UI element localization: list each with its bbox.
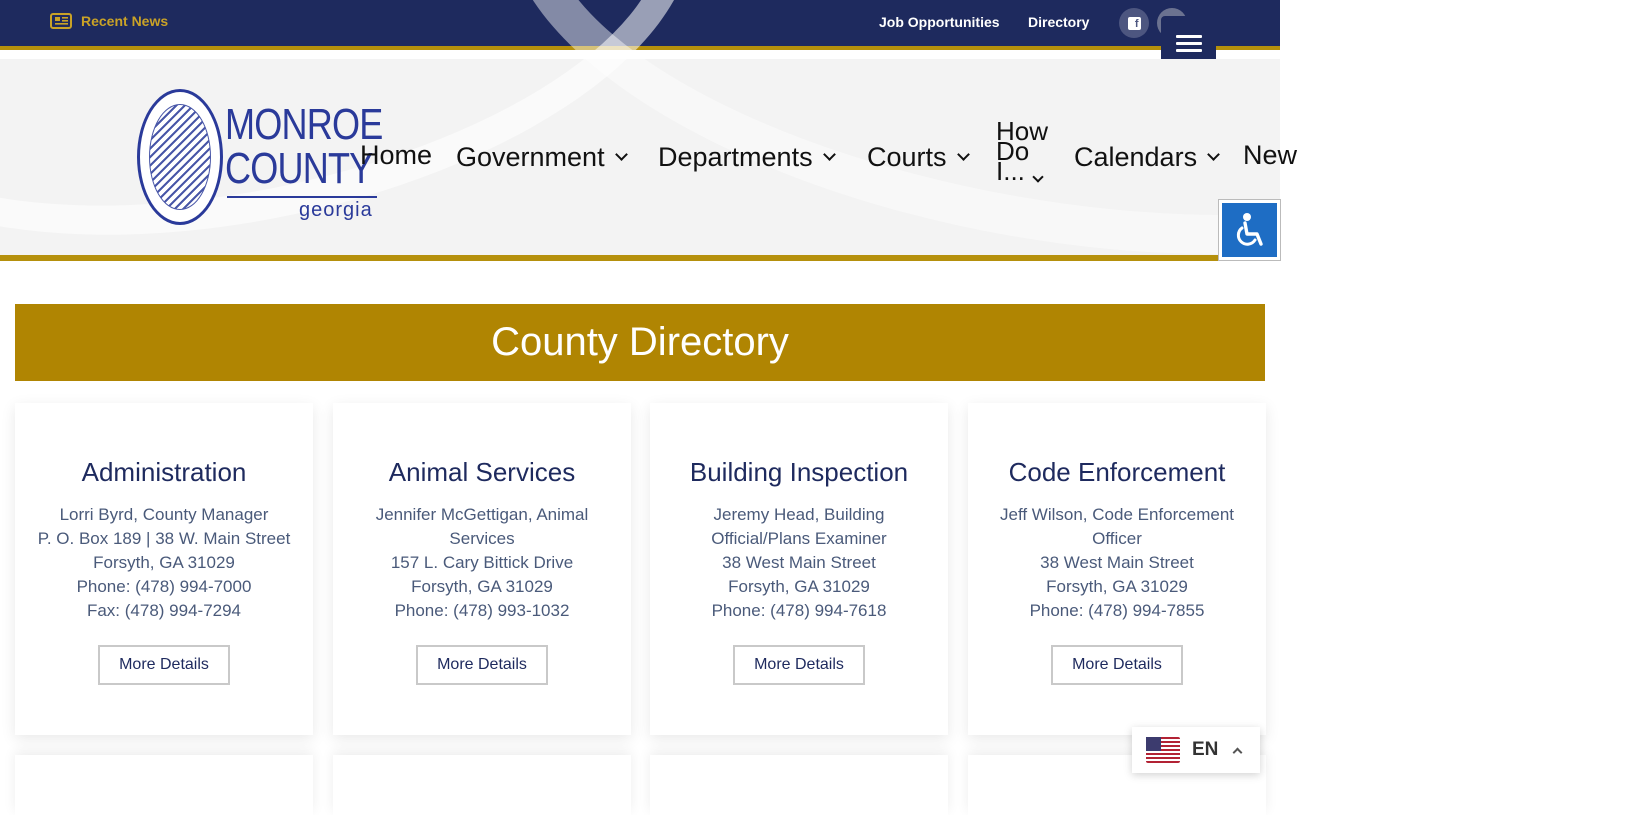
nav-calendars-label: Calendars xyxy=(1074,142,1198,172)
nav-government[interactable] xyxy=(456,142,626,173)
nav-news-label: New xyxy=(1243,140,1298,170)
directory-card xyxy=(650,755,948,815)
directory-card xyxy=(15,755,313,815)
nav-departments[interactable] xyxy=(658,142,834,173)
chevron-down-icon xyxy=(1207,148,1220,161)
card-contact-line: Jeff Wilson, Code Enforcement Officer xyxy=(999,505,1234,548)
card-info xyxy=(351,503,613,623)
nav-courts-label: Courts xyxy=(867,142,947,172)
more-details-button[interactable]: More Details xyxy=(98,645,230,685)
nav-how-do-i[interactable] xyxy=(996,116,1056,186)
us-flag-icon xyxy=(1146,737,1180,763)
monroe-county-logo[interactable] xyxy=(137,89,382,229)
directory-card-animal-services xyxy=(333,403,631,735)
card-phone-line: Phone: (478) 993-1032 xyxy=(394,601,570,620)
language-selector[interactable] xyxy=(1132,727,1260,773)
facebook-icon: f xyxy=(1128,17,1141,30)
language-code: EN xyxy=(1192,739,1219,760)
card-phone-line: Phone: (478) 994-7855 xyxy=(1029,601,1205,620)
nav-departments-label: Departments xyxy=(658,142,813,172)
card-city-line: Forsyth, GA 31029 xyxy=(93,553,235,572)
logo-text-line2: COUNTY xyxy=(225,144,373,193)
county-seal-icon xyxy=(137,89,223,225)
nav-home-label: Home xyxy=(360,140,433,170)
directory-banner xyxy=(15,304,1265,381)
nav-home[interactable] xyxy=(360,140,432,171)
job-opportunities-link[interactable]: Job Opportunities xyxy=(879,14,1000,30)
card-city-line: Forsyth, GA 31029 xyxy=(1046,577,1188,596)
logo-text-line3: georgia xyxy=(299,199,373,221)
card-title: Animal Services xyxy=(388,457,576,487)
page-title: County Directory xyxy=(491,320,789,364)
nav-government-label: Government xyxy=(456,142,605,172)
card-fax-line: Fax: (478) 994-7294 xyxy=(86,601,242,620)
logo-text-line1: MONROE xyxy=(225,100,383,149)
card-info xyxy=(668,503,930,623)
more-details-button[interactable]: More Details xyxy=(416,645,548,685)
wheelchair-icon xyxy=(1233,212,1267,248)
directory-card-administration xyxy=(15,403,313,735)
card-title: Building Inspection xyxy=(689,457,909,487)
card-phone-line: Phone: (478) 994-7000 xyxy=(76,577,252,596)
card-address-line: 38 West Main Street xyxy=(722,553,876,572)
more-details-button[interactable]: More Details xyxy=(733,645,865,685)
card-city-line: Forsyth, GA 31029 xyxy=(411,577,553,596)
card-title: Code Enforcement xyxy=(1008,457,1226,487)
card-info xyxy=(986,503,1248,623)
card-contact-line: Lorri Byrd, County Manager xyxy=(59,505,269,524)
card-info xyxy=(33,503,295,623)
nav-how-do-i-label: How Do I... xyxy=(996,116,1049,186)
directory-card-building-inspection xyxy=(650,403,948,735)
directory-card xyxy=(333,755,631,815)
directory-card-code-enforcement xyxy=(968,403,1266,735)
nav-courts[interactable] xyxy=(867,142,968,173)
card-contact-line: Jeremy Head, Building Official/Plans Examiner xyxy=(711,505,887,548)
directory-link[interactable]: Directory xyxy=(1028,14,1090,30)
chevron-down-icon xyxy=(615,148,628,161)
header-divider xyxy=(0,255,1280,261)
card-phone-line: Phone: (478) 994-7618 xyxy=(711,601,887,620)
nav-calendars[interactable] xyxy=(1074,142,1218,173)
chevron-down-icon xyxy=(823,148,836,161)
card-address-line: 157 L. Cary Bittick Drive xyxy=(390,553,574,572)
card-contact-line: Jennifer McGettigan, Animal Services xyxy=(375,505,589,548)
accessibility-button[interactable] xyxy=(1219,200,1280,260)
card-title: Administration xyxy=(81,457,247,487)
seal-inner xyxy=(149,104,211,210)
card-address-line: 38 West Main Street xyxy=(1040,553,1194,572)
recent-news-label: Recent News xyxy=(81,13,169,29)
flag-canton xyxy=(1146,737,1161,751)
card-address-line: P. O. Box 189 | 38 W. Main Street xyxy=(37,529,291,548)
nav-news[interactable] xyxy=(1243,140,1298,171)
chevron-up-icon xyxy=(1233,747,1243,757)
logo-underline xyxy=(227,196,377,198)
card-city-line: Forsyth, GA 31029 xyxy=(728,577,870,596)
chevron-down-icon xyxy=(957,148,970,161)
more-details-button[interactable]: More Details xyxy=(1051,645,1183,685)
